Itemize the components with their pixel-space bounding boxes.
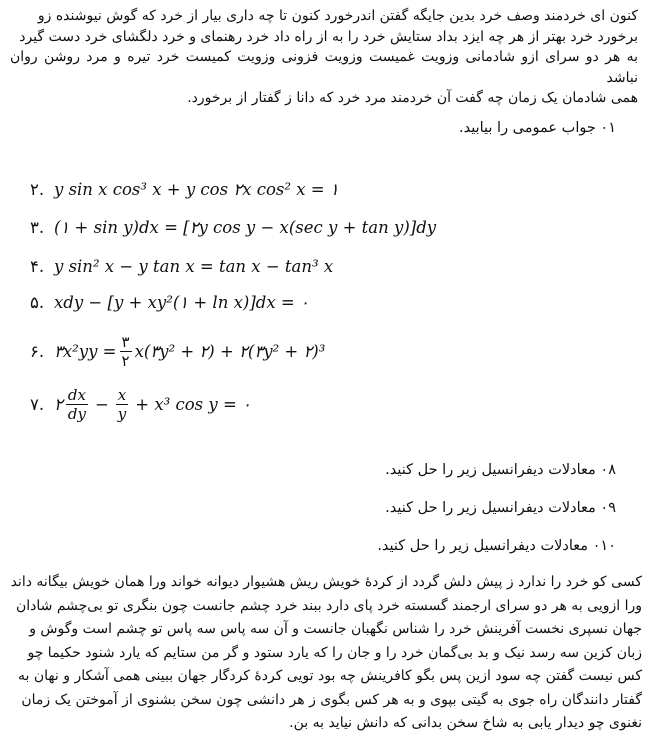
fraction-numerator: x bbox=[117, 386, 127, 404]
outro-line: نغنوی چو دیدار یابی به شاخ سخن بدانی که دانش نیاید به بن. bbox=[289, 715, 642, 731]
equation-number: ۲. bbox=[30, 180, 45, 199]
fraction bbox=[66, 386, 88, 423]
outro-line: کسی کو خرد را ندارد ز پیش دلش گردد از کردهٔ خویش ریش هشیوار دیوانه خواند ورا همان خویش بیگانه داند bbox=[10, 574, 642, 590]
equation-lhs: ۳x²yy = bbox=[54, 342, 117, 361]
fraction-denominator: y bbox=[117, 405, 127, 423]
equation-5 bbox=[30, 293, 309, 312]
equation-6 bbox=[30, 333, 325, 370]
fraction-denominator: ۲ bbox=[121, 352, 130, 370]
equation-4 bbox=[30, 257, 333, 276]
equation-rhs: x(۳y² + ۲) + ۲(۳y² + ۲)³ bbox=[134, 342, 326, 361]
equation-number: ۶. bbox=[30, 342, 45, 361]
equation-7 bbox=[30, 386, 251, 423]
equation-3 bbox=[30, 218, 436, 237]
intro-line: برخورد خرد بهتر از هر چه ایزد بداد ستایش خرد را به از راه داد خرد رهنمای و خرد دلگشای خرد دست گیرد bbox=[19, 28, 638, 45]
outro-line: جهان نسپری نخست آفرینش خرد را شناس نگهبان جانست و آن سه پاس سه پاس تو چشم است وگوش و bbox=[29, 621, 642, 637]
equation-number: ۳. bbox=[30, 218, 45, 237]
problem-8: ۰۸ معادلات دیفرانسیل زیر را حل کنید. bbox=[385, 462, 616, 478]
equation-number: ۴. bbox=[30, 257, 45, 276]
outro-line: ورا ازویی به هر دو سرای ارجمند گسسته خرد پای دارد ببند خرد چشم جانست چون بنگری تو بی‌چشم شادان bbox=[15, 597, 642, 614]
equation-minus: − bbox=[94, 395, 109, 414]
fraction bbox=[120, 333, 132, 370]
equation-expression: xdy − [y + xy²(۱ + ln x)]dx = ۰ bbox=[54, 293, 309, 312]
outro-line: کس نیست گفتن چه سود ازین پس بگو کافرینش چه بود تویی کردهٔ کردگار جهان ببینی همی آشکار و نهان به bbox=[18, 668, 642, 684]
fraction bbox=[116, 386, 128, 423]
equation-number: ۷. bbox=[30, 395, 45, 414]
equation-2 bbox=[30, 180, 339, 199]
fraction-numerator: ۳ bbox=[121, 333, 130, 351]
intro-paragraph bbox=[10, 6, 638, 109]
fraction-numerator: dx bbox=[67, 386, 86, 404]
equation-expression: y sin² x − y tan x = tan x − tan³ x bbox=[54, 257, 334, 276]
outro-line: زبان کزین سه رسد نیک و بد بی‌گمان خرد را و جان را که یارد ستود و گر من ستایم که یارد شنود حکیما چو bbox=[27, 644, 642, 661]
outro-line: گفتار دانندگان راه جوی به گیتی بپوی و به هر کس بگوی ز هر دانشی چون سخن بشنوی از آموختن یک زمان bbox=[21, 691, 642, 708]
intro-line: همی شادمان یک زمان چه گفت آن خردمند مرد خرد که دانا ز گفتار از برخورد. bbox=[187, 90, 638, 106]
equation-expression: y sin x cos³ x + y cos ۲x cos² x = ۱ bbox=[54, 180, 339, 199]
equation-rest: + x³ cos y = ۰ bbox=[135, 395, 251, 414]
intro-line: به هر دو سرای ازو شادمانی وزویت غمیست وزویت فزونی وزویت کمیست خرد تیره و مرد روشن روان نباشد bbox=[10, 49, 638, 86]
equation-expression: (۱ + sin y)dx = [۲y cos y − x(sec y + tan y)]dy bbox=[54, 218, 437, 237]
outro-paragraph bbox=[6, 571, 642, 736]
equation-lead: ۲ bbox=[54, 395, 63, 414]
intro-line: کنون ای خردمند وصف خرد بدین جایگه گفتن اندرخورد کنون تا چه داری بیار از خرد که گوش نیوشنده زو bbox=[37, 8, 638, 24]
equation-number: ۵. bbox=[30, 293, 45, 312]
problem-10: ۰۱۰ معادلات دیفرانسیل زیر را حل کنید. bbox=[377, 538, 616, 554]
fraction-denominator: dy bbox=[67, 405, 86, 423]
problem-1: ۰۱ جواب عمومی را بیابید. bbox=[458, 120, 616, 136]
problem-9: ۰۹ معادلات دیفرانسیل زیر را حل کنید. bbox=[385, 500, 616, 516]
